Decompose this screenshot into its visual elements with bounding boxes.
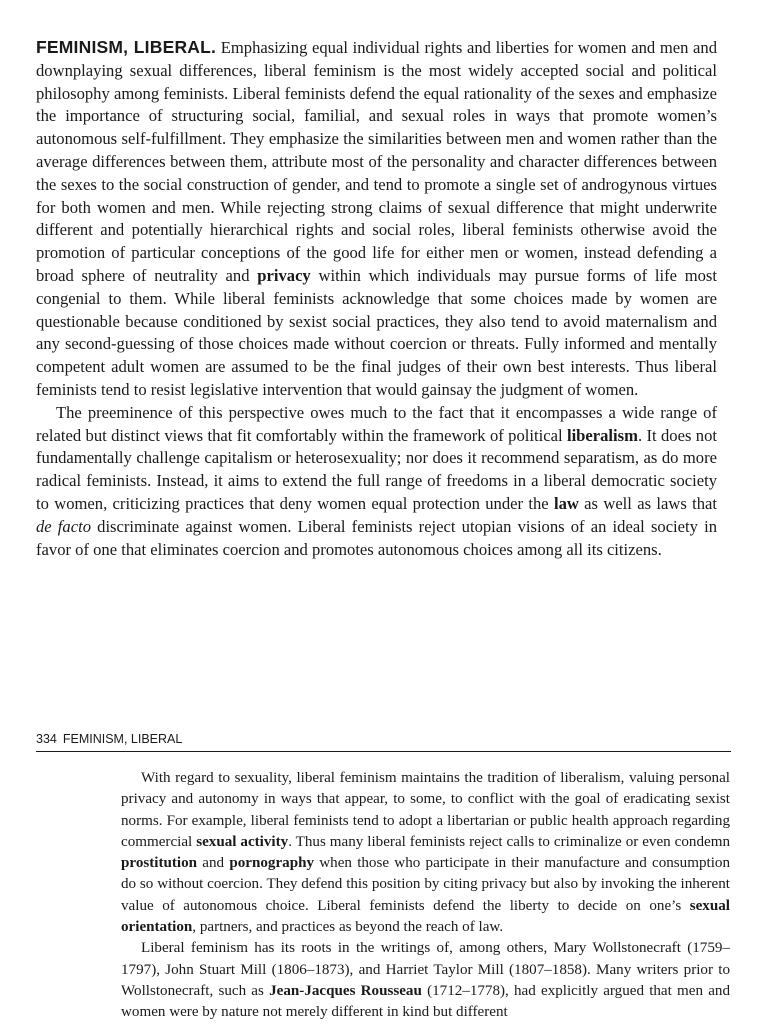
running-header	[36, 729, 731, 752]
text-run: as well as laws that	[578, 493, 717, 513]
continuation-paragraph-1	[121, 768, 730, 938]
text-run: (1712–1778), had explicitly argued that men and women were by nature not merely different in kind but different	[121, 982, 730, 1021]
text-run: and	[197, 855, 230, 872]
text-run: With regard to sexuality, liberal feminism maintains the tradition of liberalism, valuing personal privacy and autonomy in ways that appear, to some, to conflict with the goal of eradicating sexist norms. For example, liberal feminists tend to adopt a libertarian or public health approach regarding commercial	[121, 770, 730, 850]
running-header-title: FEMINISM, LIBERAL	[62, 732, 183, 746]
cross-reference-rousseau: Jean-Jacques Rousseau	[269, 982, 422, 999]
text-run: discriminate against women. Liberal feminists reject utopian visions of an ideal society in favor of one that eliminates coercion and promotes autonomous choices among all its citizens.	[36, 516, 717, 559]
text-run: Emphasizing equal individual rights and liberties for women and men and downplaying sexual differences, liberal feminism is the most widely accepted social and political philosophy among feminists. Liberal feminists defend the equal rationality of the sexes and emphasize the importance of structuring social, familial, and sexual roles in ways that promote women’s autonomous self-fulfillment. They emphasize the similarities between men and women rather than the average differences between them, attribute most of the personality and character differences between the sexes to the social construction of gender, and tend to promote a single set of androgynous virtues for both women and men. While rejecting strong claims of sexual difference that might underwrite different and potentially hierarchical rights and social roles, liberal feminists otherwise avoid the promotion of particular conceptions of the good life for either men or women, instead defending a broad sphere of neutrality and	[36, 38, 717, 285]
entry-feminism-liberal	[36, 36, 717, 561]
entry-paragraph-1	[36, 36, 717, 402]
continuation-paragraph-2	[121, 938, 730, 1023]
text-run: , partners, and practices as beyond the reach of law.	[192, 919, 504, 936]
entry-paragraph-2	[36, 402, 717, 562]
entry-continuation	[121, 768, 730, 1024]
italic-term: de facto	[36, 516, 91, 536]
text-run: Liberal feminism has its roots in the writings of, among others, Mary Wollstonecraft (1759–1797), John Stuart Mill (1806–1873), and Harriet Taylor Mill (1807–1858). Many writers prior to Wollstonecraft, such as	[121, 940, 730, 999]
text-run: . Thus many liberal feminists reject calls to criminalize or even condemn	[288, 833, 731, 850]
text-run: The preeminence of this perspective owes much to the fact that it encompasses a wide range of related but distinct views that fit comfortably within the framework of political	[36, 402, 717, 445]
text-run: within which individuals may pursue forms of life most congenial to them. While liberal feminists acknowledge that some choices made by women are questionable because conditioned by sexist social practices, they also tend to avoid maternalism and any second-guessing of those choices made without coercion or threats. Fully informed and mentally competent adult women are assumed to be the final judges of their own best interests. Thus liberal feminists tend to resist legislative intervention that would gainsay the judgment of women.	[36, 265, 718, 399]
cross-reference-sexual-orientation: sexual orientation	[121, 897, 730, 936]
text-run: when those who participate in their manufacture and consumption do so without coercion. They defend this position by citing privacy but also by invoking the inherent value of autonomous choice. Liberal feminists defend the liberty to decide on one’s	[121, 855, 730, 914]
cross-reference-pornography: pornography	[229, 855, 315, 872]
cross-reference-privacy: privacy	[257, 265, 311, 285]
cross-reference-liberalism: liberalism	[566, 425, 638, 445]
cross-reference-law: law	[553, 493, 579, 513]
text-run: . It does not fundamentally challenge capitalism or heterosexuality; nor does it recommend separatism, as do more radical feminists. Instead, it aims to extend the full range of freedoms in a liberal democratic society to women, criticizing practices that deny women equal protection under the	[36, 425, 718, 513]
entry-title: FEMINISM, LIBERAL.	[36, 37, 217, 57]
cross-reference-sexual-activity: sexual activity	[196, 833, 289, 850]
cross-reference-prostitution: prostitution	[121, 855, 198, 872]
page-number: 334	[36, 732, 57, 746]
